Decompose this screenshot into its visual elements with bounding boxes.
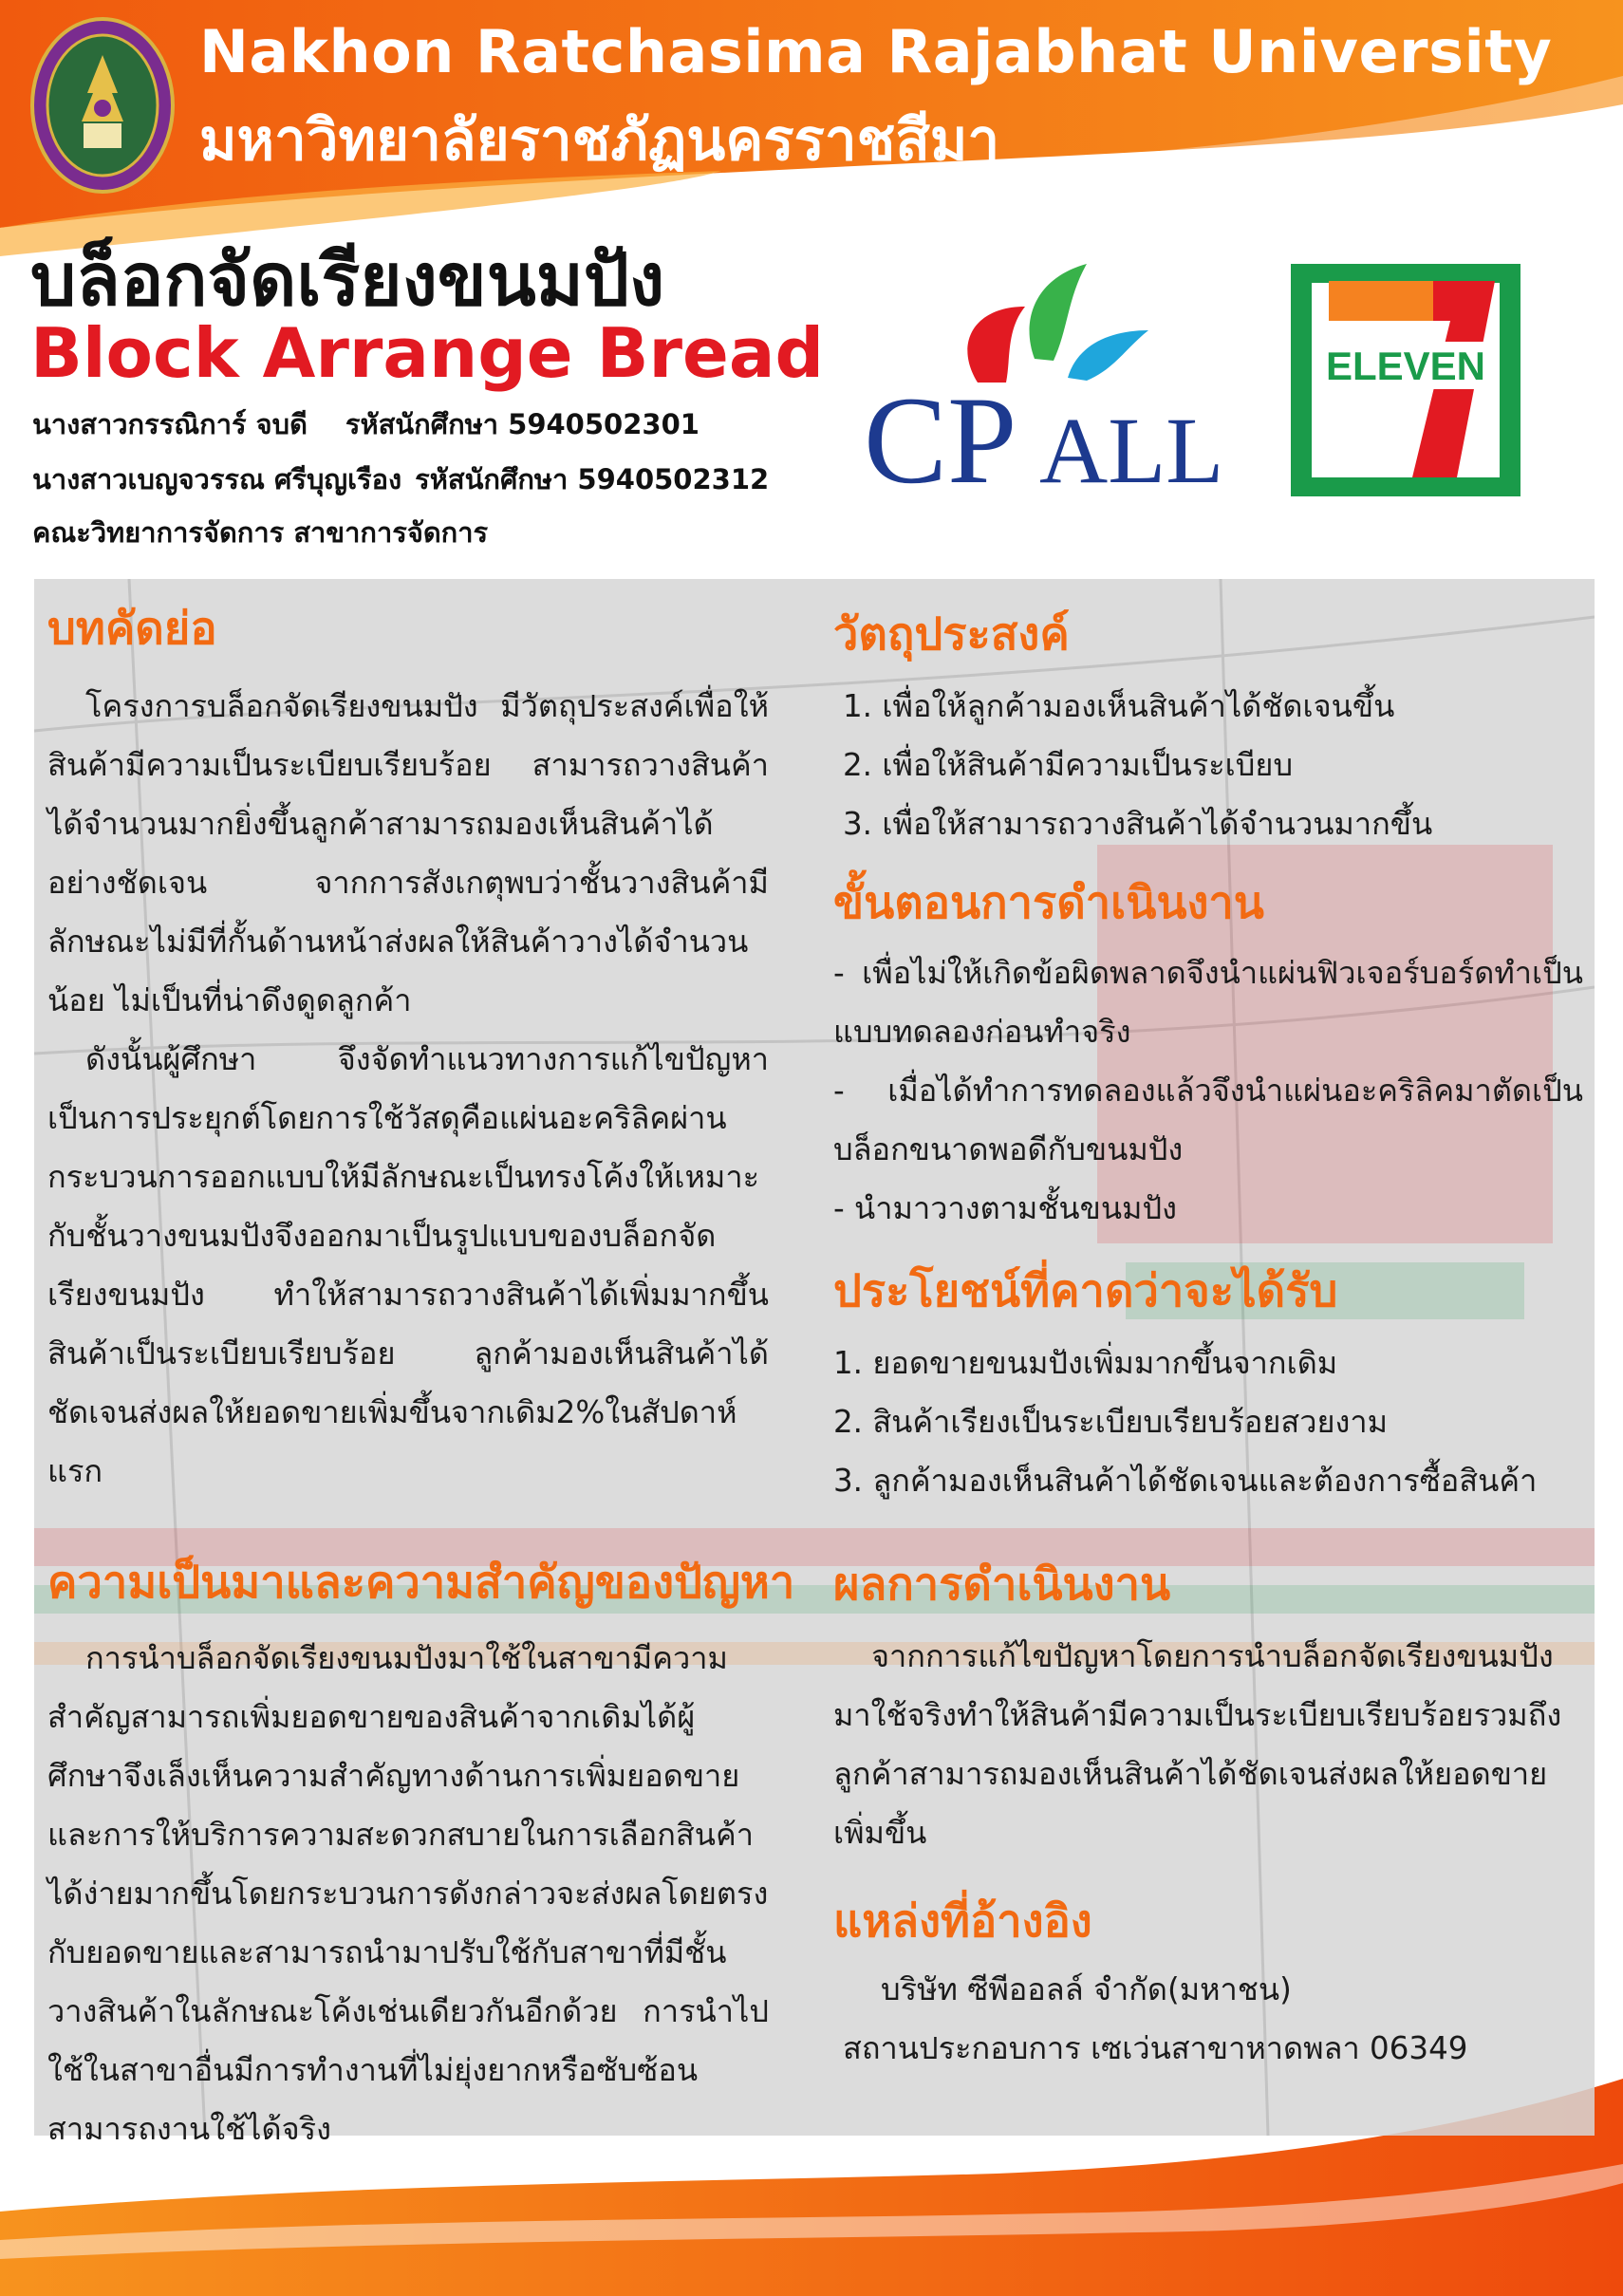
author-2-student-id: รหัสนักศึกษา 5940502312 xyxy=(415,463,770,495)
objectives-list xyxy=(833,677,1583,853)
background-paragraph: การนำบล็อกจัดเรียงขนมปังมาใช้ในสาขามีความสำคัญสามารถเพิ่มยอดขายของสินค้าจากเดิมได้ผู้ศึกษาจึงเล็งเห็นความสำคัญทางด้านการเพิ่มยอดขาย และการให้บริการความสะดวกสบายในการเลือกสินค้าได้ง่ายมากขึ้นโดยกระบวนการดังกล่าวจะส่งผลโดยตรงกับยอดขายและสามารถนำมาปรับใช้กับสาขาที่มีชั้นวางสินค้าในลักษณะโค้งเช่นเดียวกันอีกด้วย การนำไปใช้ในสาขาอื่นมีการทำงานที่ไม่ยุ่งยากหรือซับซ้อนสามารถงานใช้ได้จริง xyxy=(47,1640,769,2147)
list-item: - นำมาวางตามชั้นขนมปัง xyxy=(833,1190,1177,1226)
author-1-student-id: รหัสนักศึกษา 5940502301 xyxy=(345,408,700,440)
poster-title-th: บล็อกจัดเรียงขนมปัง xyxy=(30,237,665,322)
seven-eleven-logo xyxy=(1291,264,1520,496)
background-heading: ความเป็นมาและความสำคัญของปัญหา xyxy=(47,1557,795,1609)
cpall-logo xyxy=(864,254,1224,492)
poster-title-en: Block Arrange Bread xyxy=(30,313,825,393)
list-item: 3. ลูกค้ามองเห็นสินค้าได้ชัดเจนและต้องการซื้อสินค้า xyxy=(833,1463,1538,1499)
list-item: 1. เพื่อให้ลูกค้ามองเห็นสินค้าได้ชัดเจนขึ้น xyxy=(843,688,1395,724)
list-item: 2. สินค้าเรียงเป็นระเบียบเรียบร้อยสวยงาม xyxy=(833,1404,1389,1440)
list-item: - เพื่อไม่ให้เกิดข้อผิดพลาดจึงนำแผ่นฟิวเจอร์บอร์ดทำเป็นแบบทดลองก่อนทำจริง xyxy=(833,955,1583,1050)
list-item: 1. ยอดขายขนมปังเพิ่มมากขึ้นจากเดิม xyxy=(833,1345,1338,1381)
university-name-th: มหาวิทยาลัยราชภัฏนครราชสีมา xyxy=(199,107,1000,174)
procedure-list xyxy=(833,943,1583,1238)
university-seal-logo xyxy=(30,17,175,194)
list-item: 2. เพื่อให้สินค้ามีความเป็นระเบียบ xyxy=(843,747,1294,783)
author-2 xyxy=(32,457,769,501)
results-heading: ผลการดำเนินงาน xyxy=(833,1559,1171,1611)
list-item: 3. เพื่อให้สามารถวางสินค้าได้จำนวนมากขึ้น xyxy=(843,806,1433,842)
list-item: - เมื่อได้ทำการทดลองแล้วจึงนำแผ่นอะคริลิคมาตัดเป็นบล็อกขนาดพอดีกับขนมปัง xyxy=(833,1073,1583,1167)
procedure-heading: ขั้นตอนการดำเนินงาน xyxy=(833,877,1264,929)
abstract-paragraph-1: โครงการบล็อกจัดเรียงขนมปัง มีวัตถุประสงค์เพื่อให้สินค้ามีความเป็นระเบียบเรียบร้อย สามารถวางสินค้าได้จำนวนมากยิ่งขึ้นลูกค้าสามารถมองเห็นสินค้าได้อย่างชัดเจน จากการสังเกตุพบว่าชั้นวางสินค้ามีลักษณะไม่มีที่กั้นด้านหน้าส่งผลให้สินค้าวางได้จำนวนน้อย ไม่เป็นที่น่าดึงดูดลูกค้า xyxy=(47,688,769,1018)
author-1 xyxy=(32,402,700,446)
results-paragraph: จากการแก้ไขปัญหาโดยการนำบล็อกจัดเรียงขนมปังมาใช้จริงทำให้สินค้ามีความเป็นระเบียบเรียบร้อยรวมถึงลูกค้าสามารถมองเห็นสินค้าได้ชัดเจนส่งผลให้ยอดขายเพิ่มขึ้น xyxy=(833,1638,1562,1851)
faculty: คณะวิทยาการจัดการ สาขาการจัดการ xyxy=(32,516,489,549)
author-1-name: นางสาวกรรณิการ์ จบดี xyxy=(32,408,308,440)
list-item: สถานประกอบการ เซเว่นสาขาหาดพลา 06349 xyxy=(843,2030,1468,2066)
svg-text:ALL: ALL xyxy=(1039,398,1224,492)
svg-text:CP: CP xyxy=(864,370,1017,492)
author-2-name: นางสาวเบญจวรรณ ศรีบุญเรือง xyxy=(32,463,402,495)
list-item: บริษัท ซีพีออลล์ จำกัด(มหาชน) xyxy=(881,1971,1292,2007)
abstract-heading: บทคัดย่อ xyxy=(47,603,217,655)
university-name-en: Nakhon Ratchasima Rajabhat University xyxy=(199,17,1553,86)
right-column xyxy=(833,598,1583,2078)
left-column xyxy=(47,592,795,2158)
objectives-heading: วัตถุประสงค์ xyxy=(833,608,1070,661)
references-heading: แหล่งที่อ้างอิง xyxy=(833,1895,1092,1948)
references-list xyxy=(833,1960,1583,2078)
svg-text:ELEVEN: ELEVEN xyxy=(1325,344,1486,388)
benefits-list xyxy=(833,1334,1583,1510)
benefits-heading: ประโยชน์ที่คาดว่าจะได้รับ xyxy=(833,1265,1338,1317)
abstract-paragraph-2: ดังนั้นผู้ศึกษา จึงจัดทำแนวทางการแก้ไขปัญหาเป็นการประยุกต์โดยการใช้วัสดุคือแผ่นอะคริลิคผ่านกระบวนการออกแบบให้มีลักษณะเป็นทรงโค้งให้เหมาะกับชั้นวางขนมปังจึงออกมาเป็นรูปแบบของบล็อกจัดเรียงขนมปัง ทำให้สามารถวางสินค้าได้เพิ่มมากขึ้นสินค้าเป็นระเบียบเรียบร้อย ลูกค้ามองเห็นสินค้าได้ชัดเจนส่งผลให้ยอดขายเพิ่มขึ้นจากเดิม2%ในสัปดาห์แรก xyxy=(47,1041,769,1489)
